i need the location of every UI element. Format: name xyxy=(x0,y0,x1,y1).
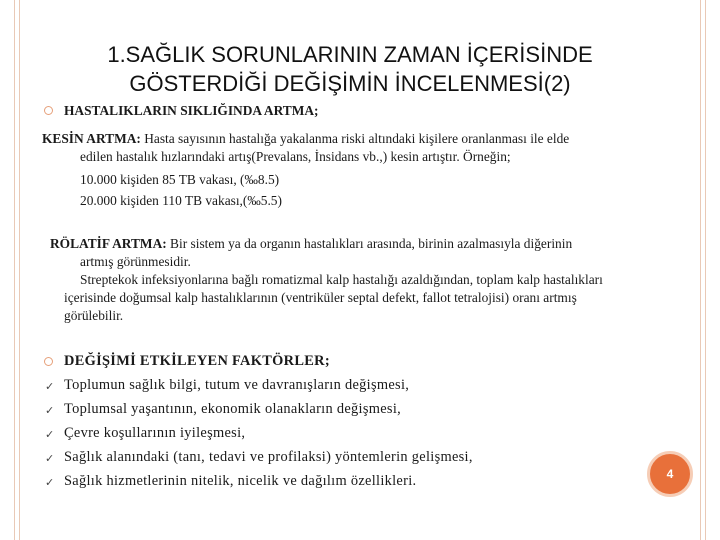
frame-line-left xyxy=(14,0,15,540)
section2-heading: DEĞİŞİMİ ETKİLEYEN FAKTÖRLER; xyxy=(64,353,330,369)
relative-artma-line2: artmış görünmesidir. xyxy=(80,254,191,269)
relative-artma-line1 xyxy=(50,235,572,253)
relative-artma-label: RÖLATİF ARTMA: xyxy=(50,236,167,251)
frame-line-left-inner xyxy=(19,0,20,540)
checkmark-icon: ✓ xyxy=(45,476,55,489)
checkmark-icon: ✓ xyxy=(45,428,55,441)
frame-line-right-inner xyxy=(700,0,701,540)
relative-artma-line3: Streptekok infeksiyonlarına bağlı romatizmal kalp hastalığı azaldığından, toplam kalp hastalıkları xyxy=(80,272,603,287)
checkmark-icon: ✓ xyxy=(45,452,55,465)
section1-heading: HASTALIKLARIN SIKLIĞINDA ARTMA; xyxy=(64,103,319,118)
frame-line-right xyxy=(705,0,706,540)
kesin-artma-line1 xyxy=(42,130,569,148)
kesin-artma-text: Hasta sayısının hastalığa yakalanma riski altındaki kişilere oranlanması ile elde xyxy=(140,131,570,146)
checkmark-icon: ✓ xyxy=(45,404,55,417)
factor-item: Sağlık hizmetlerinin nitelik, nicelik ve dağılım özellikleri. xyxy=(64,473,417,489)
page-number-badge xyxy=(647,451,693,497)
checkmark-icon: ✓ xyxy=(45,380,55,393)
relative-artma-text: Bir sistem ya da organın hastalıkları arasında, birinin azalmasıyla diğerinin xyxy=(166,236,573,251)
page-title xyxy=(40,40,660,98)
page-number: 4 xyxy=(666,467,674,481)
kesin-artma-line2: edilen hastalık hızlarındaki artış(Prevalans, İnsidans vb.,) kesin artıştır. Örneğin; xyxy=(80,149,511,164)
factor-item: Çevre koşullarının iyileşmesi, xyxy=(64,425,246,441)
example-2: 20.000 kişiden 110 TB vakası,(‰5.5) xyxy=(80,193,282,208)
factor-item: Toplumun sağlık bilgi, tutum ve davranışların değişmesi, xyxy=(64,377,410,393)
circle-bullet-icon xyxy=(44,357,53,366)
title-line-2: GÖSTERDİĞİ DEĞİŞİMİN İNCELENMESİ(2) xyxy=(129,71,571,96)
relative-artma-line4: içerisinde doğumsal kalp hastalıklarının (ventriküler septal defekt, fallot tetralojisi) oranı artmış xyxy=(64,290,577,305)
title-line-1: 1.SAĞLIK SORUNLARININ ZAMAN İÇERİSİNDE xyxy=(107,42,593,67)
example-1: 10.000 kişiden 85 TB vakası, (‰8.5) xyxy=(80,172,280,187)
circle-bullet-icon xyxy=(44,106,53,115)
factor-item: Toplumsal yaşantının, ekonomik olanakların değişmesi, xyxy=(64,401,402,417)
relative-artma-line5: görülebilir. xyxy=(64,308,124,323)
kesin-artma-label: KESİN ARTMA: xyxy=(42,131,141,146)
factor-item: Sağlık alanındaki (tanı, tedavi ve profilaksi) yöntemlerin gelişmesi, xyxy=(64,449,473,465)
